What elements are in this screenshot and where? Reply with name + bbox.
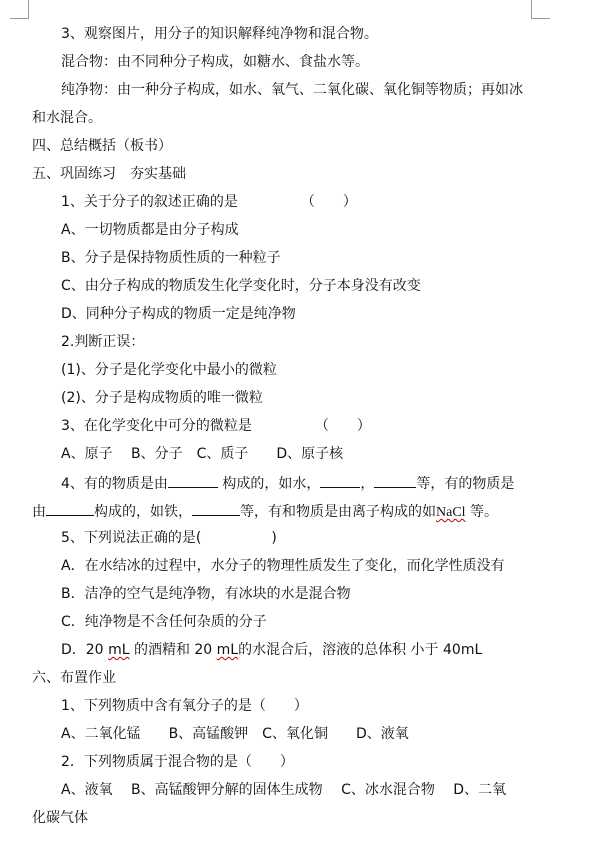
answer-blank [374, 473, 416, 488]
option: D、同种分子构成的物质一定是纯净物 [61, 306, 296, 322]
fill-in-question [61, 473, 514, 491]
statement: (1)、分子是化学变化中最小的微粒 [61, 362, 277, 378]
text-fragment: 的酒精和 20 [133, 642, 213, 658]
statement: (2)、分子是构成物质的唯一微粒 [61, 390, 263, 406]
page-corner-mark-left [10, 0, 29, 19]
text-line: 纯净物：由一种分子构成，如水、氧气、二氧化碳、氧化铜等物质；再如冰 [61, 82, 523, 98]
option: A、液氧 B、高锰酸钾分解的固体生成物 C、冰水混合物 D、二氧 [61, 782, 507, 798]
chemical-formula: NaCl [436, 505, 466, 520]
question: 2．下列物质属于混合物的是（ ） [61, 754, 294, 770]
answer-blank [168, 473, 218, 488]
text-fragment: 等，有和物质是由离子构成的如 [240, 504, 436, 520]
answer-blank [320, 473, 360, 488]
text-fragment: 等。 [470, 504, 499, 520]
option: A、原子 B、分子 C、质子 D、原子核 [61, 446, 344, 462]
question: 1、关于分子的叙述正确的是 （ ） [61, 194, 357, 210]
question: 3、在化学变化中可分的微粒是 （ ） [61, 418, 371, 434]
text-line: 混合物：由不同种分子构成，如糖水、食盐水等。 [61, 54, 369, 70]
text-fragment: 等，有的物质是 [416, 476, 515, 492]
option: C、由分子构成的物质发生化学变化时，分子本身没有改变 [61, 278, 421, 294]
text-fragment: 由 [32, 504, 46, 520]
question: 5、下列说法正确的是( ) [61, 530, 277, 546]
option: A、一切物质都是由分子构成 [61, 222, 239, 238]
option: A、二氧化锰 B、高锰酸钾 C、氧化铜 D、液氧 [61, 726, 409, 742]
page-corner-mark-right [531, 0, 550, 19]
unit: mL [108, 642, 130, 658]
option [61, 641, 482, 659]
option: B、分子是保持物质性质的一种粒子 [61, 250, 281, 266]
answer-blank [46, 501, 94, 516]
unit: mL [216, 642, 239, 658]
section-heading: 四、总结概括（板书） [32, 138, 172, 154]
text-line: 3、观察图片，用分子的知识解释纯净物和混合物。 [61, 26, 378, 42]
text-fragment: 构成的，如水， [222, 476, 321, 492]
option: C．纯净物是不含任何杂质的分子 [61, 614, 267, 630]
question: 2.判断正误： [61, 334, 145, 350]
text-fragment: D．20 [61, 642, 104, 658]
text-line: 和水混合。 [32, 110, 102, 126]
text-fragment: 4、有的物质是由 [61, 476, 168, 492]
option: A．在水结冰的过程中，水分子的物理性质发生了变化，而化学性质没有 [61, 558, 505, 574]
option: B．洁净的空气是纯净物，有冰块的水是混合物 [61, 586, 351, 602]
option: 化碳气体 [32, 810, 88, 826]
section-heading: 五、巩固练习 夯实基础 [32, 166, 186, 182]
text-fragment: ， [360, 476, 375, 492]
fill-in-question [32, 501, 498, 519]
text-fragment: 的水混合后，溶液的总体积 小于 40mL [238, 642, 483, 658]
section-heading: 六、布置作业 [32, 670, 116, 686]
answer-blank [192, 501, 240, 516]
question: 1、下列物质中含有氧分子的是（ ） [61, 698, 308, 714]
text-fragment: 构成的，如铁， [94, 504, 192, 520]
